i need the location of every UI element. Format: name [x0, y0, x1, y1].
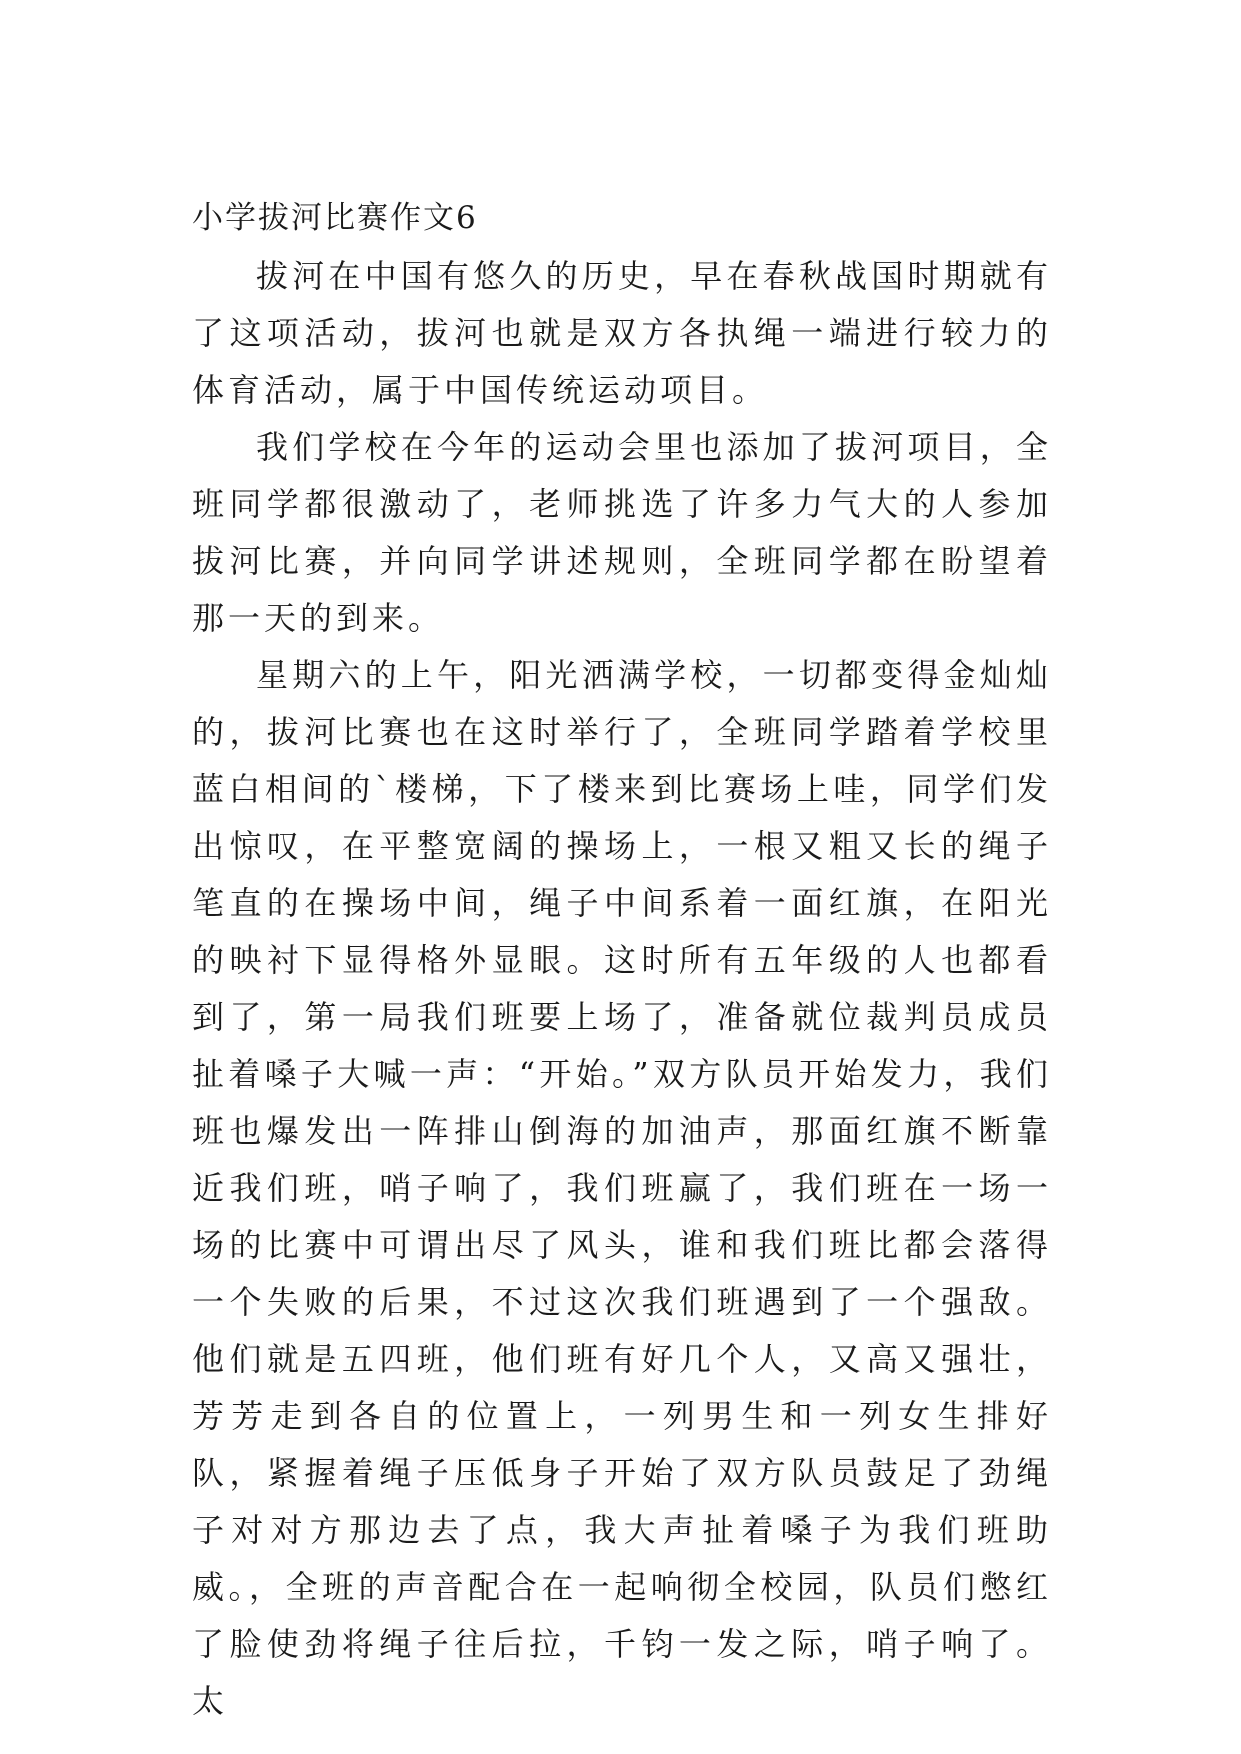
paragraph-3: 星期六的上午，阳光洒满学校，一切都变得金灿灿的，拔河比赛也在这时举行了，全班同学踏着学校里蓝白相间的`楼梯，下了楼来到比赛场上哇，同学们发出惊叹，在平整宽阔的操场上，一根又粗又长的绳子笔直的在操场中间，绳子中间系着一面红旗，在阳光的映衬下显得格外显眼。这时所有五年级的人也都看到了，第一局我们班要上场了，准备就位裁判员成员扯着嗓子大喊一声：“开始。”双方队员开始发力，我们班也爆发出一阵排山倒海的加油声，那面红旗不断靠近我们班，哨子响了，我们班赢了，我们班在一场一场的比赛中可谓出尽了风头，谁和我们班比都会落得一个失败的后果，不过这次我们班遇到了一个强敌。他们就是五四班，他们班有好几个人，又高又强壮，芳芳走到各自的位置上，一列男生和一列女生排好队，紧握着绳子压低身子开始了双方队员鼓足了劲绳子对对方那边去了点，我大声扯着嗓子为我们班助威。，全班的声音配合在一起响彻全校园，队员们憋红了脸使劲将绳子往后拉，千钧一发之际，哨子响了。太 [192, 656, 1052, 1720]
paragraph-2: 我们学校在今年的运动会里也添加了拔河项目，全班同学都很激动了，老师挑选了许多力气大的人参加拔河比赛，并向同学讲述规则，全班同学都在盼望着那一天的到来。 [192, 428, 1052, 637]
document-body [192, 188, 1052, 1730]
document-title: 小学拔河比赛作文6 [192, 200, 478, 236]
paragraph-1: 拔河在中国有悠久的历史，早在春秋战国时期就有了这项活动，拔河也就是双方各执绳一端进行较力的体育活动，属于中国传统运动项目。 [192, 257, 1052, 409]
